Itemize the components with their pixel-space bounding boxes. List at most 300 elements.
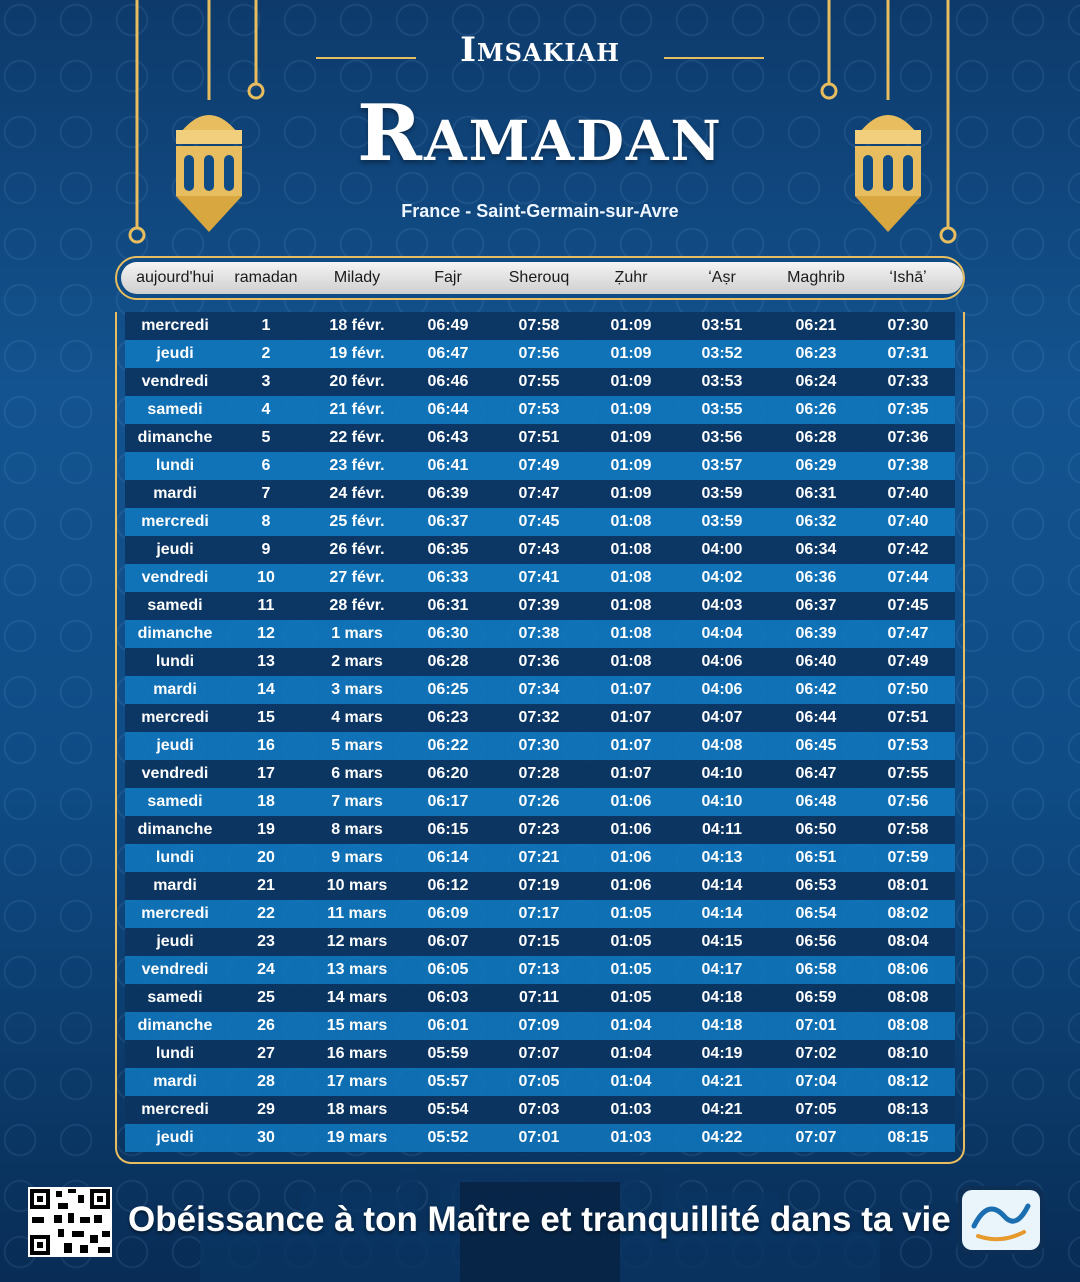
- cell-maghrib: 07:05: [795, 1101, 837, 1118]
- cell-milady: 14 mars: [326, 989, 388, 1006]
- table-row: [125, 536, 955, 564]
- cell-ramadan: 26: [257, 1017, 275, 1034]
- cell-milady: 28 févr.: [329, 597, 385, 614]
- cell-asr: 04:10: [701, 765, 743, 782]
- cell-zuhr: 01:06: [610, 821, 652, 838]
- cell-today: dimanche: [137, 821, 213, 838]
- cell-isha: 07:36: [887, 429, 929, 446]
- cell-milady: 9 mars: [331, 849, 383, 866]
- cell-ramadan: 29: [257, 1101, 275, 1118]
- cell-today: mardi: [153, 1073, 197, 1090]
- cell-ramadan: 24: [257, 961, 275, 978]
- cell-zuhr: 01:07: [610, 737, 652, 754]
- cell-sherouq: 07:30: [518, 737, 560, 754]
- table-row: [125, 704, 955, 732]
- header-col-sherouq: Sherouq: [508, 269, 570, 286]
- cell-today: samedi: [147, 793, 203, 810]
- cell-sherouq: 07:21: [518, 849, 560, 866]
- cell-milady: 23 févr.: [329, 457, 385, 474]
- cell-milady: 8 mars: [331, 821, 383, 838]
- cell-isha: 08:15: [887, 1129, 929, 1146]
- cell-maghrib: 07:07: [795, 1129, 837, 1146]
- cell-asr: 03:51: [701, 317, 743, 334]
- cell-fajr: 06:20: [427, 765, 469, 782]
- cell-maghrib: 06:29: [795, 457, 837, 474]
- cell-sherouq: 07:15: [518, 933, 560, 950]
- cell-sherouq: 07:41: [518, 569, 560, 586]
- cell-sherouq: 07:17: [518, 905, 560, 922]
- cell-ramadan: 6: [261, 457, 271, 474]
- cell-maghrib: 06:36: [795, 569, 837, 586]
- cell-milady: 19 mars: [326, 1129, 388, 1146]
- cell-asr: 04:18: [701, 989, 743, 1006]
- cell-fajr: 06:49: [427, 317, 469, 334]
- cell-isha: 07:56: [887, 793, 929, 810]
- cell-asr: 04:15: [701, 933, 743, 950]
- cell-maghrib: 06:21: [795, 317, 837, 334]
- cell-milady: 26 févr.: [329, 541, 385, 558]
- cell-ramadan: 14: [257, 681, 275, 698]
- cell-fajr: 06:46: [427, 373, 469, 390]
- cell-milady: 10 mars: [326, 877, 388, 894]
- cell-isha: 07:33: [887, 373, 929, 390]
- cell-zuhr: 01:05: [610, 961, 652, 978]
- cell-today: mardi: [153, 877, 197, 894]
- cell-fajr: 06:22: [427, 737, 469, 754]
- location-label: France - Saint-Germain-sur-Avre: [401, 201, 679, 221]
- cell-fajr: 06:35: [427, 541, 469, 558]
- table-row: [125, 956, 955, 984]
- cell-fajr: 06:30: [427, 625, 469, 642]
- table-row: [125, 760, 955, 788]
- cell-maghrib: 06:34: [795, 541, 837, 558]
- cell-today: samedi: [147, 401, 203, 418]
- cell-zuhr: 01:05: [610, 933, 652, 950]
- cell-asr: 04:02: [701, 569, 743, 586]
- cell-maghrib: 06:50: [795, 821, 837, 838]
- cell-ramadan: 21: [257, 877, 275, 894]
- cell-asr: 04:22: [701, 1129, 743, 1146]
- cell-isha: 07:42: [887, 541, 929, 558]
- cell-ramadan: 23: [257, 933, 275, 950]
- cell-zuhr: 01:08: [610, 597, 652, 614]
- table-row: [125, 1068, 955, 1096]
- table-row: [125, 844, 955, 872]
- cell-fajr: 06:37: [427, 513, 469, 530]
- cell-sherouq: 07:47: [518, 485, 560, 502]
- cell-ramadan: 7: [261, 485, 271, 502]
- cell-today: lundi: [155, 1045, 195, 1062]
- cell-zuhr: 01:08: [610, 569, 652, 586]
- cell-milady: 17 mars: [326, 1073, 388, 1090]
- cell-maghrib: 06:47: [795, 765, 837, 782]
- table-row: [125, 564, 955, 592]
- cell-isha: 07:38: [887, 457, 929, 474]
- cell-milady: 18 févr.: [329, 317, 385, 334]
- cell-asr: 04:06: [701, 681, 743, 698]
- cell-ramadan: 8: [261, 513, 271, 530]
- cell-fajr: 06:09: [427, 905, 469, 922]
- cell-asr: 03:56: [701, 429, 743, 446]
- cell-maghrib: 06:48: [795, 793, 837, 810]
- cell-zuhr: 01:09: [610, 457, 652, 474]
- table-row: [125, 872, 955, 900]
- cell-ramadan: 17: [257, 765, 275, 782]
- cell-sherouq: 07:45: [518, 513, 560, 530]
- cell-milady: 22 févr.: [329, 429, 385, 446]
- cell-isha: 07:53: [887, 737, 929, 754]
- qr-code-icon[interactable]: [28, 1187, 112, 1257]
- cell-ramadan: 15: [257, 709, 275, 726]
- cell-fajr: 06:14: [427, 849, 469, 866]
- cell-ramadan: 30: [257, 1129, 275, 1146]
- cell-sherouq: 07:23: [518, 821, 560, 838]
- cell-isha: 07:47: [887, 625, 929, 642]
- cell-fajr: 06:33: [427, 569, 469, 586]
- cell-today: vendredi: [141, 373, 209, 390]
- table-row: [125, 396, 955, 424]
- cell-asr: 04:00: [701, 541, 743, 558]
- cell-fajr: 05:52: [427, 1129, 469, 1146]
- cell-sherouq: 07:55: [518, 373, 560, 390]
- cell-fajr: 06:07: [427, 933, 469, 950]
- cell-milady: 6 mars: [331, 765, 383, 782]
- cell-ramadan: 20: [257, 849, 275, 866]
- cell-asr: 04:19: [701, 1045, 743, 1062]
- cell-today: jeudi: [156, 541, 194, 558]
- cell-sherouq: 07:32: [518, 709, 560, 726]
- cell-isha: 08:06: [887, 961, 929, 978]
- cell-ramadan: 25: [257, 989, 275, 1006]
- cell-ramadan: 16: [257, 737, 275, 754]
- cell-fajr: 06:23: [427, 709, 469, 726]
- cell-sherouq: 07:05: [518, 1073, 560, 1090]
- cell-today: samedi: [147, 597, 203, 614]
- cell-fajr: 06:05: [427, 961, 469, 978]
- cell-zuhr: 01:04: [610, 1045, 652, 1062]
- cell-milady: 4 mars: [331, 709, 383, 726]
- cell-isha: 08:08: [887, 1017, 929, 1034]
- cell-isha: 07:45: [887, 597, 929, 614]
- cell-zuhr: 01:09: [610, 317, 652, 334]
- cell-maghrib: 07:01: [795, 1017, 837, 1034]
- cell-asr: 04:07: [701, 709, 743, 726]
- cell-isha: 07:51: [887, 709, 929, 726]
- cell-isha: 08:13: [887, 1101, 929, 1118]
- header-col-milady: Milady: [333, 269, 381, 286]
- footer-slogan: Obéissance à ton Maître et tranquillité dans ta vie: [128, 1200, 951, 1239]
- cell-milady: 15 mars: [326, 1017, 388, 1034]
- cell-maghrib: 07:04: [795, 1073, 837, 1090]
- header-col-asr: ʻAṣr: [708, 269, 736, 286]
- cell-fajr: 05:57: [427, 1073, 469, 1090]
- cell-sherouq: 07:43: [518, 541, 560, 558]
- table-row: [125, 340, 955, 368]
- cell-ramadan: 27: [257, 1045, 275, 1062]
- cell-fajr: 06:28: [427, 653, 469, 670]
- cell-zuhr: 01:07: [610, 709, 652, 726]
- cell-asr: 04:14: [701, 905, 743, 922]
- cell-asr: 04:21: [701, 1073, 743, 1090]
- cell-sherouq: 07:13: [518, 961, 560, 978]
- cell-milady: 25 févr.: [329, 513, 385, 530]
- cell-milady: 7 mars: [331, 793, 383, 810]
- cell-today: jeudi: [156, 737, 194, 754]
- cell-fajr: 06:01: [427, 1017, 469, 1034]
- cell-asr: 03:55: [701, 401, 743, 418]
- cell-maghrib: 06:28: [795, 429, 837, 446]
- cell-ramadan: 19: [257, 821, 275, 838]
- cell-isha: 07:44: [887, 569, 929, 586]
- table-row: [125, 312, 955, 340]
- header-col-isha: ʻIshāʼ: [889, 269, 927, 286]
- cell-fajr: 06:39: [427, 485, 469, 502]
- cell-maghrib: 06:42: [795, 681, 837, 698]
- cell-maghrib: 06:32: [795, 513, 837, 530]
- table-row: [125, 1012, 955, 1040]
- cell-today: dimanche: [137, 429, 213, 446]
- cell-ramadan: 2: [261, 345, 271, 362]
- cell-milady: 11 mars: [327, 905, 387, 922]
- page-subtitle: Imsakiah: [460, 30, 620, 70]
- cell-isha: 07:58: [887, 821, 929, 838]
- cell-zuhr: 01:06: [610, 849, 652, 866]
- cell-maghrib: 06:40: [795, 653, 837, 670]
- cell-today: lundi: [155, 849, 195, 866]
- cell-zuhr: 01:08: [610, 625, 652, 642]
- cell-isha: 07:49: [887, 653, 929, 670]
- cell-fajr: 05:54: [427, 1101, 469, 1118]
- cell-today: mercredi: [141, 709, 209, 726]
- cell-milady: 24 févr.: [329, 485, 385, 502]
- cell-today: mardi: [153, 485, 197, 502]
- cell-maghrib: 06:31: [795, 485, 837, 502]
- table-row: [125, 424, 955, 452]
- cell-maghrib: 06:56: [795, 933, 837, 950]
- cell-today: mardi: [153, 681, 197, 698]
- cell-sherouq: 07:51: [518, 429, 560, 446]
- cell-today: dimanche: [137, 1017, 213, 1034]
- cell-milady: 18 mars: [326, 1101, 388, 1118]
- cell-asr: 04:10: [701, 793, 743, 810]
- cell-maghrib: 06:37: [795, 597, 837, 614]
- cell-sherouq: 07:38: [518, 625, 560, 642]
- cell-milady: 16 mars: [326, 1045, 388, 1062]
- table-row: [125, 452, 955, 480]
- cell-zuhr: 01:03: [610, 1129, 652, 1146]
- cell-milady: 20 févr.: [329, 373, 385, 390]
- cell-ramadan: 12: [257, 625, 275, 642]
- cell-zuhr: 01:09: [610, 401, 652, 418]
- cell-sherouq: 07:01: [518, 1129, 560, 1146]
- cell-milady: 21 févr.: [329, 401, 385, 418]
- cell-today: vendredi: [141, 961, 209, 978]
- cell-maghrib: 06:39: [795, 625, 837, 642]
- app-logo-icon[interactable]: [958, 1186, 1044, 1254]
- cell-asr: 04:21: [701, 1101, 743, 1118]
- cell-milady: 2 mars: [331, 653, 383, 670]
- table-row: [125, 508, 955, 536]
- cell-sherouq: 07:28: [518, 765, 560, 782]
- cell-milady: 5 mars: [331, 737, 383, 754]
- cell-asr: 04:03: [701, 597, 743, 614]
- cell-ramadan: 22: [257, 905, 275, 922]
- cell-maghrib: 06:45: [795, 737, 837, 754]
- cell-zuhr: 01:09: [610, 373, 652, 390]
- cell-ramadan: 11: [257, 597, 275, 614]
- cell-zuhr: 01:07: [610, 765, 652, 782]
- cell-zuhr: 01:09: [610, 485, 652, 502]
- cell-sherouq: 07:26: [518, 793, 560, 810]
- header-col-fajr: Fajr: [434, 269, 462, 286]
- table-row: [125, 928, 955, 956]
- cell-today: jeudi: [156, 345, 194, 362]
- cell-fajr: 06:43: [427, 429, 469, 446]
- cell-today: dimanche: [137, 625, 213, 642]
- table-row: [125, 1124, 955, 1152]
- cell-zuhr: 01:08: [610, 653, 652, 670]
- cell-today: vendredi: [141, 569, 209, 586]
- cell-milady: 19 févr.: [329, 345, 385, 362]
- cell-zuhr: 01:04: [610, 1017, 652, 1034]
- cell-asr: 03:59: [701, 513, 743, 530]
- cell-maghrib: 06:59: [795, 989, 837, 1006]
- cell-sherouq: 07:53: [518, 401, 560, 418]
- cell-sherouq: 07:39: [518, 597, 560, 614]
- header-col-today: aujourd'hui: [136, 269, 214, 286]
- cell-zuhr: 01:07: [610, 681, 652, 698]
- cell-ramadan: 18: [257, 793, 275, 810]
- cell-maghrib: 06:23: [795, 345, 837, 362]
- prayer-times-table: [125, 312, 955, 1152]
- cell-today: lundi: [155, 653, 195, 670]
- cell-zuhr: 01:04: [610, 1073, 652, 1090]
- cell-today: mercredi: [141, 317, 209, 334]
- cell-zuhr: 01:06: [610, 877, 652, 894]
- table-row: [125, 1040, 955, 1068]
- cell-fajr: 06:47: [427, 345, 469, 362]
- cell-sherouq: 07:56: [518, 345, 560, 362]
- cell-isha: 07:30: [887, 317, 929, 334]
- table-row: [125, 788, 955, 816]
- cell-ramadan: 10: [257, 569, 275, 586]
- table-row: [125, 592, 955, 620]
- table-row: [125, 676, 955, 704]
- cell-sherouq: 07:49: [518, 457, 560, 474]
- cell-fajr: 05:59: [427, 1045, 469, 1062]
- cell-fajr: 06:44: [427, 401, 469, 418]
- cell-isha: 07:59: [887, 849, 929, 866]
- cell-zuhr: 01:06: [610, 793, 652, 810]
- table-row: [125, 480, 955, 508]
- cell-asr: 04:06: [701, 653, 743, 670]
- header-col-zuhr: Ẓuhr: [614, 269, 648, 286]
- cell-asr: 04:14: [701, 877, 743, 894]
- cell-asr: 03:52: [701, 345, 743, 362]
- cell-sherouq: 07:09: [518, 1017, 560, 1034]
- cell-isha: 08:01: [887, 877, 929, 894]
- table-row: [125, 368, 955, 396]
- cell-today: mercredi: [141, 513, 209, 530]
- cell-sherouq: 07:58: [518, 317, 560, 334]
- cell-fajr: 06:25: [427, 681, 469, 698]
- cell-isha: 07:40: [887, 485, 929, 502]
- cell-today: samedi: [147, 989, 203, 1006]
- cell-isha: 07:40: [887, 513, 929, 530]
- cell-zuhr: 01:05: [610, 905, 652, 922]
- cell-zuhr: 01:05: [610, 989, 652, 1006]
- cell-asr: 04:04: [701, 625, 743, 642]
- cell-zuhr: 01:09: [610, 429, 652, 446]
- header-col-maghrib: Maghrib: [787, 269, 845, 286]
- cell-milady: 27 févr.: [329, 569, 385, 586]
- cell-isha: 08:12: [887, 1073, 929, 1090]
- cell-asr: 03:57: [701, 457, 743, 474]
- cell-ramadan: 3: [261, 373, 271, 390]
- cell-ramadan: 13: [257, 653, 275, 670]
- cell-maghrib: 07:02: [795, 1045, 837, 1062]
- cell-isha: 07:55: [887, 765, 929, 782]
- cell-sherouq: 07:11: [518, 989, 560, 1006]
- cell-ramadan: 5: [261, 429, 271, 446]
- cell-fajr: 06:15: [427, 821, 469, 838]
- cell-ramadan: 9: [261, 541, 271, 558]
- cell-today: mercredi: [141, 905, 209, 922]
- cell-fajr: 06:17: [427, 793, 469, 810]
- table-row: [125, 816, 955, 844]
- cell-isha: 08:10: [887, 1045, 929, 1062]
- cell-milady: 3 mars: [331, 681, 383, 698]
- cell-asr: 04:18: [701, 1017, 743, 1034]
- cell-asr: 04:11: [701, 821, 743, 838]
- table-header: [115, 256, 965, 300]
- cell-today: vendredi: [141, 765, 209, 782]
- cell-asr: 04:17: [701, 961, 743, 978]
- cell-zuhr: 01:09: [610, 345, 652, 362]
- cell-ramadan: 1: [261, 317, 271, 334]
- cell-maghrib: 06:24: [795, 373, 837, 390]
- cell-today: mercredi: [141, 1101, 209, 1118]
- cell-asr: 03:53: [701, 373, 743, 390]
- cell-ramadan: 4: [261, 401, 271, 418]
- table-row: [125, 620, 955, 648]
- cell-isha: 08:02: [887, 905, 929, 922]
- table-row: [125, 984, 955, 1012]
- cell-isha: 07:50: [887, 681, 929, 698]
- cell-maghrib: 06:53: [795, 877, 837, 894]
- table-row: [125, 900, 955, 928]
- cell-sherouq: 07:03: [518, 1101, 560, 1118]
- cell-maghrib: 06:58: [795, 961, 837, 978]
- cell-milady: 12 mars: [326, 933, 388, 950]
- cell-asr: 04:08: [701, 737, 743, 754]
- table-row: [125, 732, 955, 760]
- table-row: [125, 1096, 955, 1124]
- cell-maghrib: 06:44: [795, 709, 837, 726]
- cell-fajr: 06:31: [427, 597, 469, 614]
- cell-asr: 03:59: [701, 485, 743, 502]
- cell-zuhr: 01:03: [610, 1101, 652, 1118]
- page-title: Ramadan: [357, 88, 723, 179]
- cell-isha: 07:31: [887, 345, 929, 362]
- cell-fajr: 06:12: [427, 877, 469, 894]
- cell-fajr: 06:41: [427, 457, 469, 474]
- cell-zuhr: 01:08: [610, 541, 652, 558]
- cell-sherouq: 07:34: [518, 681, 560, 698]
- cell-asr: 04:13: [701, 849, 743, 866]
- cell-isha: 08:04: [887, 933, 929, 950]
- cell-today: jeudi: [156, 1129, 194, 1146]
